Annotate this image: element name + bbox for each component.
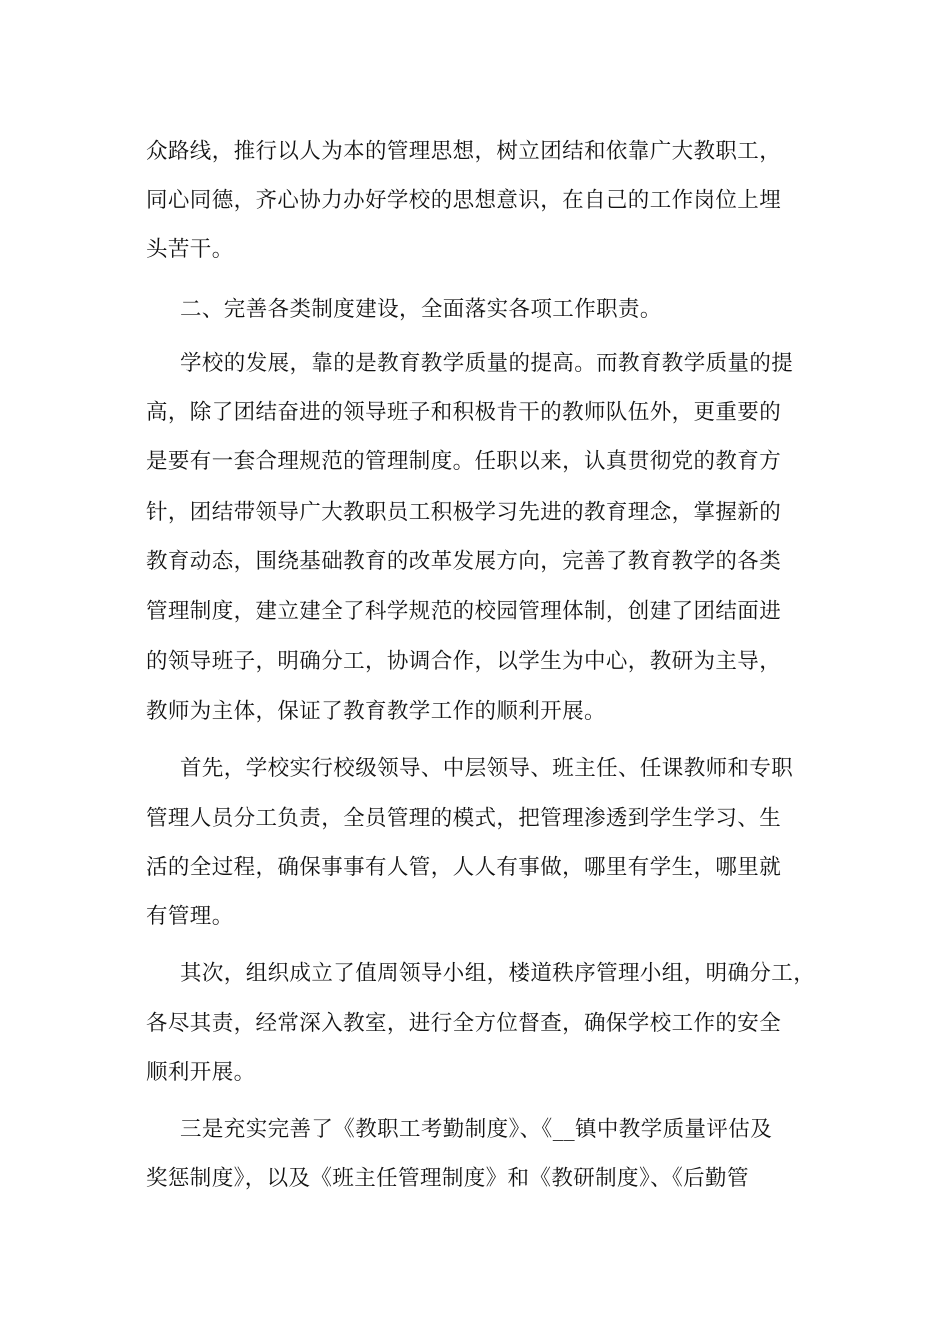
text-line: 同心同德，齐心协力办好学校的思想意识，在自己的工作岗位上埋 <box>146 188 782 213</box>
text-line: 的领导班子，明确分工，协调合作，以学生为中心，教研为主导， <box>146 649 782 674</box>
text-line: 是要有一套合理规范的管理制度。任职以来，认真贯彻党的教育方 <box>146 449 782 474</box>
text-line: 有管理。 <box>146 904 234 929</box>
text-line: 三是充实完善了《教职工考勤制度》、《__镇中教学质量评估及 <box>180 1117 773 1142</box>
text-line: 管理制度，建立建全了科学规范的校园管理体制，创建了团结面进 <box>146 599 782 624</box>
text-line: 其次，组织成立了值周领导小组，楼道秩序管理小组，明确分工， <box>180 961 816 986</box>
text-line: 针，团结带领导广大教职员工积极学习先进的教育理念，掌握新的 <box>146 500 782 525</box>
text-line: 活的全过程，确保事事有人管，人人有事做，哪里有学生，哪里就 <box>146 855 782 880</box>
text-line: 管理人员分工负责，全员管理的模式，把管理渗透到学生学习、生 <box>146 806 782 831</box>
text-line: 顺利开展。 <box>146 1060 256 1085</box>
text-line: 各尽其责，经常深入教室，进行全方位督查，确保学校工作的安全 <box>146 1011 782 1036</box>
text-line: 众路线，推行以人为本的管理思想，树立团结和依靠广大教职工， <box>146 139 782 164</box>
section-heading: 二、完善各类制度建设，全面落实各项工作职责。 <box>180 297 662 322</box>
text-line: 奖惩制度》，以及《班主任管理制度》和《教研制度》、《后勤管 <box>146 1166 749 1191</box>
text-line: 首先，学校实行校级领导、中层领导、班主任、任课教师和专职 <box>180 756 794 781</box>
text-line: 教师为主体，保证了教育教学工作的顺利开展。 <box>146 699 606 724</box>
text-line: 头苦干。 <box>146 237 234 262</box>
text-line: 学校的发展，靠的是教育教学质量的提高。而教育教学质量的提 <box>180 351 794 376</box>
text-line: 高，除了团结奋进的领导班子和积极肯干的教师队伍外，更重要的 <box>146 400 782 425</box>
text-line: 教育动态，围绕基础教育的改革发展方向，完善了教育教学的各类 <box>146 549 782 574</box>
